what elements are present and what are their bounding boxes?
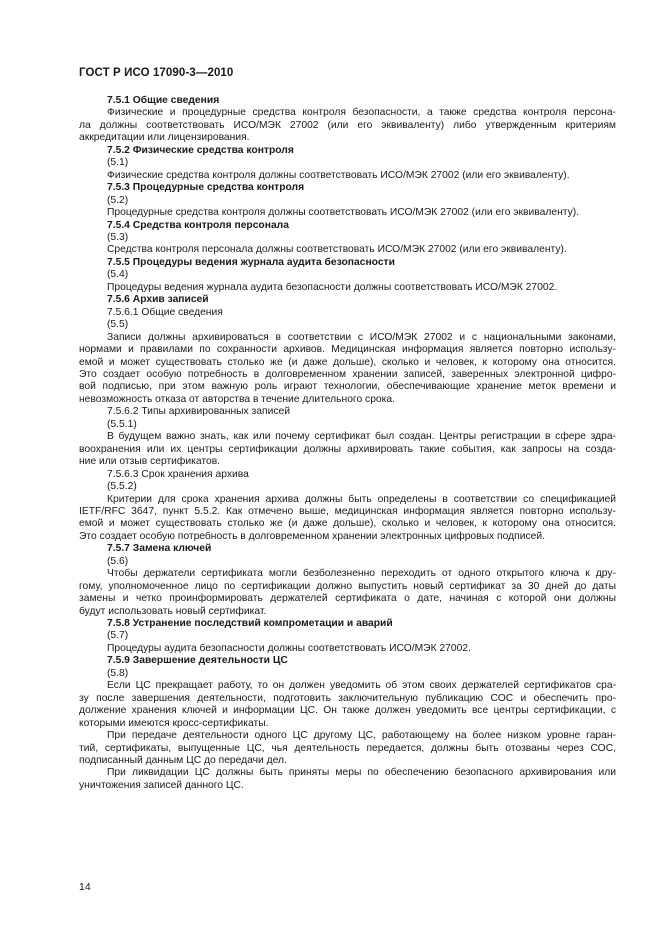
text-line: зу после завершения деятельности, подготовить заключительную публикацию СОС и обеспечить про- — [79, 692, 616, 704]
text-line: 7.5.6.2 Типы архивированных записей — [107, 406, 290, 418]
text-line: уничтожения записей данного ЦС. — [79, 779, 244, 791]
section-heading: 7.5.9 Завершение деятельности ЦС — [107, 655, 288, 667]
text-line: емой и может существовать столько же (и даже дольше), сколько и человек, к которому она относится. — [79, 518, 616, 530]
text-line: Записи должны архивироваться в соответствии с ИСО/МЭК 27002 и с национальными законами, — [107, 331, 616, 343]
section-heading: 7.5.5 Процедуры ведения журнала аудита безопасности — [107, 256, 395, 268]
text-line: Средства контроля персонала должны соответствовать ИСО/МЭК 27002 (или его эквиваленту). — [107, 244, 567, 256]
text-line: замены и четко проинформировать держателей сертификата о дате, начиная с которой они должны — [79, 593, 616, 605]
text-line: (5.3) — [107, 231, 129, 243]
text-line: При ликвидации ЦС должны быть приняты меры по обеспечению безопасного архивирования или — [107, 767, 616, 779]
text-line: (5.4) — [107, 269, 129, 281]
text-line: В будущем важно знать, как или почему сертификат был создан. Центры регистрации в сфере здра- — [107, 431, 616, 443]
text-line: Физические средства контроля должны соответствовать ИСО/МЭК 27002 (или его эквиваленту). — [107, 169, 570, 181]
text-line: Это создает особую потребность в долговременном хранении электронных цифровых подписей. — [79, 530, 545, 542]
section-heading: 7.5.3 Процедурные средства контроля — [107, 182, 305, 194]
text-line: Физические и процедурные средства контроля безопасности, а также средства контроля персона- — [107, 107, 616, 119]
text-line: невозможность отказа от авторства в течение длительного срока. — [79, 393, 395, 405]
text-line: (5.5) — [107, 319, 129, 331]
page-header: ГОСТ Р ИСО 17090-3—2010 — [79, 67, 234, 79]
section-heading: 7.5.2 Физические средства контроля — [107, 144, 294, 156]
text-line: (5.5.1) — [107, 418, 137, 430]
text-line: 7.5.6.3 Срок хранения архива — [107, 468, 249, 480]
text-line: тий, сертификаты, выпущенные ЦС, чья деятельность передается, должны быть отозваны через СОС, — [79, 742, 616, 754]
text-line: должение хранения ключей и информации ЦС. Он также должен уведомить все центры сертификации, с — [79, 705, 616, 717]
text-line: вой подписью, при этом важную роль играют технологии, обеспечивающие хранение меток времени и — [79, 381, 616, 393]
text-line: Процедуры аудита безопасности должны соответствовать ИСО/МЭК 27002. — [107, 642, 471, 654]
text-line: Процедурные средства контроля должны соответствовать ИСО/МЭК 27002 (или его эквиваленту). — [107, 207, 580, 219]
text-line: емой и может существовать столько же (и даже дольше), сколько и человек, к которому она относится. — [79, 356, 616, 368]
text-line: нормами и правилами по сохранности архивов. Медицинская информация является повторно использу- — [79, 344, 616, 356]
text-line: гому, уполномоченное лицо по сертификации должно выпустить новый сертификат за 30 дней до даты — [79, 580, 616, 592]
text-line: (5.8) — [107, 667, 129, 679]
text-line: Чтобы держатели сертификата могли безболезненно переходить от одного открытого ключа к дру- — [107, 568, 616, 580]
text-line: (5.5.2) — [107, 481, 137, 493]
text-line: (5.6) — [107, 555, 129, 567]
section-heading: 7.5.1 Общие сведения — [107, 95, 220, 106]
text-line: IETF/RFC 3647, пункт 5.5.2. Как отмечено выше, медицинская информация является повторно использу- — [79, 505, 616, 517]
section-heading: 7.5.8 Устранение последствий компрометации и аварий — [107, 618, 393, 630]
text-line: Если ЦС прекращает работу, то он должен уведомить об этом своих держателей сертификатов сра- — [107, 680, 616, 692]
text-line: (5.7) — [107, 630, 129, 642]
text-line: Процедуры ведения журнала аудита безопасности должны соответствовать ИСО/МЭК 27002. — [107, 281, 558, 293]
section-heading: 7.5.4 Средства контроля персонала — [107, 219, 289, 231]
text-line: 7.5.6.1 Общие сведения — [107, 306, 223, 318]
text-line: воохранения или их центры сертификации должны архивировать такие события, как запросы на созда- — [79, 443, 616, 455]
text-line: подписанный данным ЦС до передачи дел. — [79, 755, 287, 767]
text-line: (5.2) — [107, 194, 129, 206]
text-line: аккредитации или лицензирования. — [79, 132, 250, 144]
text-line: ние или отзыв сертификатов. — [79, 456, 221, 468]
text-line: которыми имеются кросс-сертификаты. — [79, 717, 269, 729]
text-line: будут использовать новый сертификат. — [79, 605, 267, 617]
text-line: Критерии для срока хранения архива должны быть определены в соответствии со спецификацией — [107, 493, 616, 505]
page-number: 14 — [79, 881, 91, 893]
section-heading: 7.5.7 Замена ключей — [107, 543, 212, 555]
text-line: (5.1) — [107, 157, 129, 169]
text-line: При передаче деятельности одного ЦС другому ЦС, работающему на более низком уровне гаран- — [107, 730, 616, 742]
text-line: ла должны соответствовать ИСО/МЭК 27002 (или его эквиваленту) либо утвержденным критериям — [79, 119, 616, 131]
document-body — [79, 95, 616, 792]
text-line: Это создает особую потребность в долговременном хранении записей, заверенных электронной цифро- — [79, 368, 616, 380]
section-heading: 7.5.6 Архив записей — [107, 294, 209, 306]
